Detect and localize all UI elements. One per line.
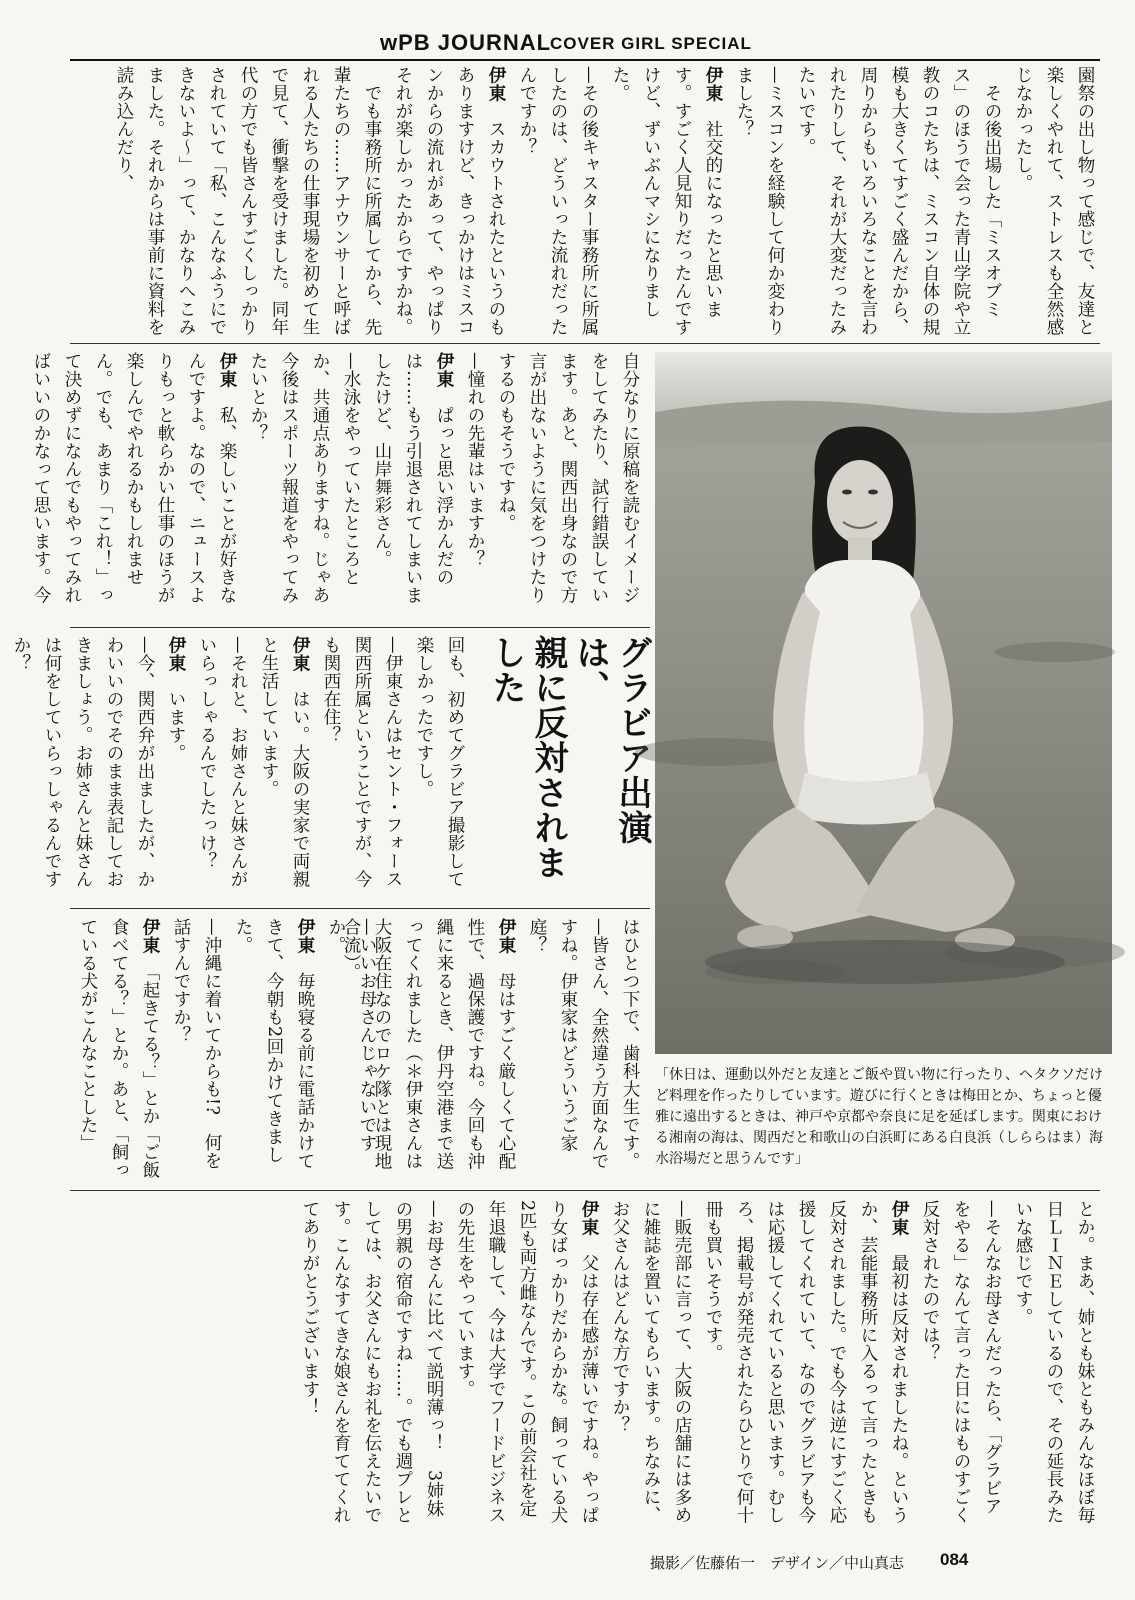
pull-quote-headline [485,635,653,905]
article-paragraph: 自分なりに原稿を読むイメージをしてみたり、試行錯誤しています。あと、関西出身なので方言が出ないように気をつけたりするのもそうですね。 [496,352,640,604]
article-block-top [70,66,1100,336]
article-paragraph: —販売部に言って、大阪の店舗には多めに雑誌を置いてもらいます。ちなみに、お父さんはどんな方ですか？ [610,1200,692,1524]
row-divider [70,627,650,628]
headline-line-2: 親に反対されました [486,635,568,880]
article-paragraph: 伊東 毎晩寝る前に電話かけてきて、今朝も2回かけてきました。 [233,918,315,1170]
journal-title: wPB JOURNAL [380,30,552,55]
article-paragraph: はひとつ下で、歯科大生です。 [620,918,640,1170]
speaker-name: 伊東 [496,918,516,954]
article-paragraph: —皆さん、全然違う方面なんですね。伊東家はどういうご家庭？ [527,918,609,1170]
page-header [0,28,1135,60]
article-paragraph: 伊東 「起きてる？」とか「ご飯食べてる？」とか。あと、「飼っている犬がこんなことした」 [78,918,160,1180]
row-divider [70,908,650,909]
article-paragraph: —いいお母さんじゃないですか。 [326,918,377,1152]
article-paragraph: とか。まあ、姉とも妹ともみんなほぼ毎日ＬＩＮＥしているので、その延長みたいな感じです。 [1013,1200,1095,1524]
article-paragraph: 伊東 私、楽しいことが好きなんですよ。なので、ニュースよりもっと軟らかい仕事のほうが楽しんでやれるかもしれません。でも、あまり「これ！」って決めずになんでもやってみればいいのかなって思います。今 [31,352,237,604]
row-divider [70,1190,1100,1191]
article-paragraph: —憧れの先輩はいますか？ [465,352,485,568]
article-paragraph: —沖縄に着いてからも!? 何を話すんですか？ [171,918,222,1170]
article-block-lower-left [70,918,382,1183]
cover-girl-photo [655,352,1112,1054]
speaker-name: 伊東 [140,918,160,954]
article-paragraph: 伊東 最初は反対されましたね。というか、芸能事務所に入るって言ったときも反対されました。でも今は逆にすごく応援してくれていて、なのでグラビアも今は応援してくれていると思います。むしろ、掲載号が発売されたらひとりで何十冊も買いそうです。 [703,1200,909,1524]
speaker-name: 伊東 [889,1200,909,1236]
header-rule [70,59,1100,61]
article-paragraph: —それと、お姉さんと妹さんがいらっしゃるんでしたっけ？ [197,636,248,888]
speaker-name: 伊東 [579,1200,599,1236]
article-paragraph: 伊東 ぱっと思い浮かんだのは……もう引退されてしまいましたけど、山岸舞彩さん。 [372,352,454,604]
article-block-middle [31,352,645,620]
article-paragraph: 回も、初めてグラビア撮影して楽しかったですし。 [414,636,465,888]
headline-line-1: グラビア出演は、 [570,635,652,845]
article-block-middle-2 [11,636,470,901]
speaker-name: 伊東 [434,352,454,388]
page-number: 084 [940,1550,969,1569]
article-paragraph: 伊東 スカウトされたというのもありますけど、きっかけはミスコンからの流れがあって、やっぱりそれが楽しかったからですかね。 [393,66,506,336]
article-paragraph: 伊東 母はすごく厳しくて心配性で、過保護ですね。今回も沖縄に来るとき、伊丹空港まで送ってくれました（＊伊東さんは大阪在住なのでロケ隊とは現地合流）。 [341,918,516,1170]
row-divider [70,343,1100,344]
section-label: COVER GIRL SPECIAL [550,34,752,53]
speaker-name: 伊東 [486,66,506,102]
article-paragraph: —水泳をやっていたところとか、共通点ありますね。じゃあ今後はスポーツ報道をやってみたいとか？ [248,352,361,604]
speaker-name: 伊東 [217,352,237,388]
article-block-bottom [70,1200,1100,1530]
article-paragraph: —そんなお母さんだったら、「グラビアをやる」なんて言った日にはものすごく反対されたのでは？ [920,1200,1002,1524]
article-paragraph: 園祭の出し物って感じで、友達と楽しくやれて、ストレスも全然感じなかったし。 [1013,66,1095,336]
photo-credits: 撮影／佐藤佑一 デザイン／中山真志 [650,1554,904,1572]
speaker-name: 伊東 [703,66,723,102]
article-paragraph: —その後キャスター事務所に所属したのは、どういった流れだったんですか？ [517,66,599,336]
speaker-name: 伊東 [166,636,186,672]
article-paragraph: —ミスコンを経験して何か変わりました？ [734,66,785,336]
article-paragraph: その後出場した「ミスオブミス」のほうで会った青山学院や立教のコたちは、ミスコン自体の規模も大きくてすごく盛んだから、周りからもいろいろなことを言われたりして、それが大変だったみたいです。 [796,66,1002,336]
speaker-name: 伊東 [295,918,315,954]
article-paragraph [0,636,5,901]
article-paragraph: —今、関西弁が出ましたが、かわいいのでそのまま表記しておきましょう。お姉さんと妹さんは何をしていらっしゃるんですか？ [11,636,155,888]
article-paragraph: —お母さんに比べて説明薄っ！ 3姉妹の男親の宿命ですね……。でも週プレとしては、お父さんにもお礼を伝えたいです。こんなすてきな娘さんを育ててくれてありがとうございます！ [300,1200,444,1524]
article-paragraph: —伊東さんはセント・フォース関西所属ということですが、今も関西在住？ [321,636,403,888]
article-paragraph: 伊東 社交的になったと思います。すごく人見知りだったんですけど、ずいぶんマシになりました。 [610,66,723,336]
article-paragraph: でも事務所に所属してから、先輩たちの……アナウンサーと呼ばれる人たちの仕事現場を初めて生で見て、衝撃を受けました。同年代の方でも皆さんすごくしっかりされていて「私、こんなふうにできないよ～」って、かなりへこみました。それからは事前に資料を読み込んだり、 [114,66,382,336]
article-paragraph: 伊東 います。 [166,636,186,762]
speaker-name: 伊東 [290,636,310,672]
article-paragraph: 伊東 はい。大阪の実家で両親と生活しています。 [259,636,310,888]
photo-caption: 「休日は、運動以外だと友達とご飯や買い物に行ったり、ヘタクソだけど料理を作ったりしています。遊びに行くときは梅田とか、ちょっと優雅に遠出するときは、神戸や京都や奈良に足を延ばします。関東における湘南の海は、関西だと和歌山の白浜町にある白良浜（しららはま）海水浴場だと思うんです」 [655,1067,1103,1167]
article-paragraph: 伊東 父は存在感が薄いですね。やっぱり女ばっかりだからかな。飼っている犬2匹も両方雌なんです。この前会社を定年退職して、今は大学でフードビジネスの先生をやっています。 [455,1200,599,1524]
